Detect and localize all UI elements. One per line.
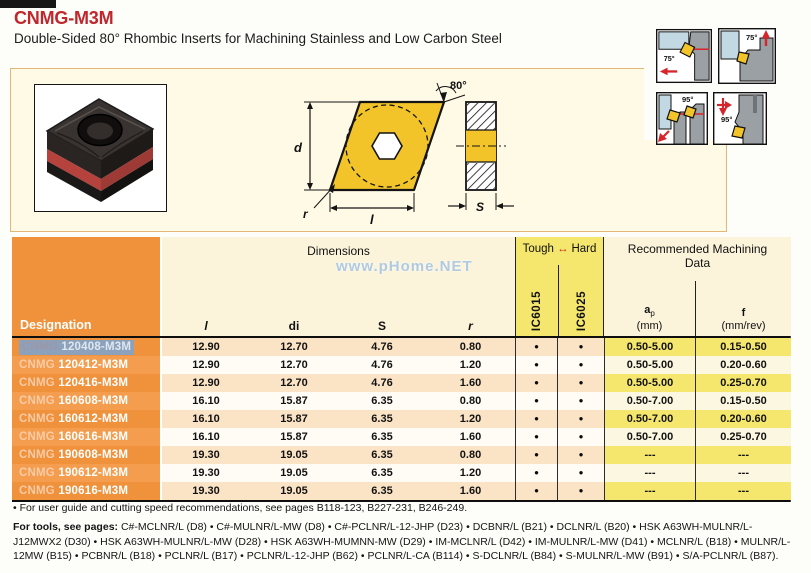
table-header [12,237,790,336]
table-row [12,392,790,410]
dim-di-cell: 19.05 [250,464,338,482]
f-cell: --- [695,446,791,464]
designation-code: 120416-M3M [58,377,129,389]
grade-label-ic6015: IC6015 [531,290,543,331]
dim-di-cell: 15.87 [250,410,338,428]
designation-code: 160616-M3M [58,431,129,443]
designation-prefix: CNMG [19,449,55,461]
dim-r-cell: 1.20 [426,410,515,428]
col-label-s: S [377,319,386,333]
grade-ic6015-dot: ● [515,356,557,374]
f-cell: 0.20-0.60 [695,410,791,428]
f-cell: --- [695,482,791,500]
grade-ic6015-dot: ● [515,338,557,356]
ap-cell: --- [604,446,695,464]
dim-l-cell: 16.10 [162,410,250,428]
dim-di-cell: 19.05 [250,446,338,464]
designation-code: 190612-M3M [58,467,129,479]
dim-s-cell: 6.35 [338,428,426,446]
designation-text [19,395,128,407]
designation-cell [12,410,162,428]
designation-text [19,413,128,425]
ap-subscript: p [650,309,655,318]
col-label-di: di [288,319,300,333]
footnote: • For user guide and cutting speed recommendations, see pages B118-123, B227-231, B246-249. [13,502,468,514]
designation-code: 190616-M3M [58,485,129,497]
holder-angle-label: 95° [721,115,733,124]
ap-unit: (mm) [636,320,663,332]
grade-ic6025-dot: ● [557,356,604,374]
scan-artifact-bar [0,0,56,8]
grade-ic6025-dot: ● [557,410,604,428]
tools-note-label: For tools, see pages: [13,521,119,533]
dim-r-cell: 1.60 [426,374,515,392]
drawing-d-label: d [294,140,302,155]
holder-diagram-4 [713,92,767,145]
ap-cell: 0.50-7.00 [604,428,695,446]
dim-l-cell: 12.90 [162,356,250,374]
designation-prefix: CNMG [19,395,55,407]
designation-prefix: CNMG [19,413,55,425]
dim-s-cell: 6.35 [338,482,426,500]
dim-l-cell: 19.30 [162,482,250,500]
tools-note [13,520,799,564]
designation-code: 120408-M3M [61,341,132,353]
ap-symbol: a [644,303,651,316]
page-subtitle: Double-Sided 80° Rhombic Inserts for Machining Stainless and Low Carbon Steel [14,31,502,46]
dim-r-cell: 0.80 [426,446,515,464]
dim-r-cell: 1.20 [426,356,515,374]
designation-text [19,359,128,371]
designation-prefix: CNMG [19,359,55,371]
designation-text [19,377,128,389]
ap-cell: 0.50-5.00 [604,338,695,356]
ap-cell: 0.50-5.00 [604,356,695,374]
holder-angle-label: 95° [682,95,694,104]
table-row [12,464,790,482]
designation-cell [12,482,162,500]
designation-header-cell [12,237,162,336]
f-cell: 0.15-0.50 [695,392,791,410]
ap-cell: 0.50-7.00 [604,392,695,410]
holder-angle-label: 75° [746,33,758,42]
drawing-r-label: r [303,207,308,221]
ap-cell: 0.50-5.00 [604,374,695,392]
designation-text [19,449,128,461]
grade-column-ic6025 [559,265,605,336]
f-column-label [696,307,791,333]
insert-photo-image [35,85,165,210]
dim-s-cell: 4.76 [338,338,426,356]
machining-header-label: Recommended Machining Data [627,242,768,270]
dimensions-header-label: Dimensions [307,244,370,258]
designation-cell [12,374,162,392]
dim-s-cell: 4.76 [338,356,426,374]
dim-l-cell: 16.10 [162,392,250,410]
ap-cell: --- [604,482,695,500]
dim-r-cell: 1.20 [426,464,515,482]
table-row [12,446,790,464]
dim-s-cell: 6.35 [338,446,426,464]
designation-cell [12,356,162,374]
dim-di-cell: 12.70 [250,356,338,374]
dim-r-cell: 1.60 [426,482,515,500]
designation-cell [12,338,162,356]
dim-di-cell: 15.87 [250,428,338,446]
designation-text [19,431,128,443]
page-title: CNMG-M3M [14,8,114,28]
dim-di-cell: 19.05 [250,482,338,500]
designation-code: 160608-M3M [58,395,129,407]
insert-table [12,237,791,502]
table-row [12,410,790,428]
grade-ic6025-dot: ● [557,464,604,482]
machining-header-cell [604,237,791,336]
designation-prefix: CNMG [19,431,55,443]
f-unit: (mm/rev) [721,320,766,332]
designation-cell [12,428,162,446]
designation-prefix: CNMG [19,467,55,479]
grade-ic6015-dot: ● [515,446,557,464]
insert-icon [667,110,680,122]
dim-l-cell: 16.10 [162,428,250,446]
table-row [12,428,790,446]
dim-l-cell: 19.30 [162,446,250,464]
table-body [12,336,790,502]
ap-cell: 0.50-7.00 [604,410,695,428]
designation-prefix: CNMG [19,485,55,497]
table-row [12,338,790,356]
designation-cell [12,464,162,482]
grade-ic6015-dot: ● [515,410,557,428]
f-symbol: f [741,307,746,319]
col-label-l: l [204,319,208,333]
f-cell: 0.25-0.70 [695,374,791,392]
insert-icon [684,106,696,118]
f-cell: 0.25-0.70 [695,428,791,446]
dim-r-cell: 0.80 [426,392,515,410]
ap-column-label [604,304,695,333]
designation-code: 190608-M3M [58,449,129,461]
grade-ic6015-dot: ● [515,392,557,410]
tough-label: Tough [522,243,554,255]
dim-s-cell: 6.35 [338,464,426,482]
table-row [12,356,790,374]
designation-prefix: CNMG [19,377,55,389]
drawing-s-label: S [476,200,485,214]
grade-ic6015-dot: ● [515,464,557,482]
grade-ic6025-dot: ● [557,428,604,446]
col-label-r: r [468,319,473,333]
designation-header-label: Designation [20,318,92,332]
grade-ic6015-dot: ● [515,428,557,446]
grade-ic6025-dot: ● [557,338,604,356]
designation-text [19,467,128,479]
grade-ic6015-dot: ● [515,374,557,392]
dimensions-header-cell [162,237,515,336]
designation-code: 160612-M3M [58,413,129,425]
drawing-angle-label: 80° [450,80,467,92]
tools-note-text: C#-MCLNR/L (D8) • C#-MULNR/L-MW (D8) • C#-PCLNR/L-12-JHP (D23) • DCBNR/L (B21) • DCLNR/L (B20) • HSK A63WH-MULNR/L-J12MWX2 (D30) • HSK A63WH-MULNR/L-MW (D28) • HSK A63WH-MUMNN-MW (D29) • IM-MCLNR/L (D42) • IM-MULNR/L-MW (D41) • MCLNR/L (B18) • MULNR/L-12MW (B15) • PCBNR/L (B18) • PCLNR/L (B17) • PCLNR/L-12-JHP (B62) • PCLNR/L-CA (B114) • S-DCLNR/L (B84) • S-MULNR/L-MW (B91) • S/A-PCLNR/L (B87). [13,521,791,563]
designation-prefix: CNMG [22,341,58,353]
f-cell: --- [695,464,791,482]
holder-diagram-1 [656,28,712,84]
insert-icon [732,126,745,138]
holder-diagram-3 [656,92,708,145]
designation-text [19,485,128,497]
dim-r-cell: 1.60 [426,428,515,446]
table-row [12,482,790,500]
f-cell: 0.15-0.50 [695,338,791,356]
designation-cell [12,446,162,464]
drawing-l-label: l [370,212,374,227]
insert-photo [34,84,167,212]
holder-diagram-2 [718,28,776,84]
dim-l-cell: 12.90 [162,338,250,356]
grades-header-cell [515,237,604,336]
tough-hard-arrow-icon: ↔ [556,243,569,255]
grade-ic6025-dot: ● [557,446,604,464]
grade-column-ic6015 [516,265,558,336]
dim-s-cell: 6.35 [338,410,426,428]
tough-hard-scale [516,243,603,255]
dim-di-cell: 15.87 [250,392,338,410]
designation-cell [12,392,162,410]
hard-label: Hard [571,243,597,255]
grade-ic6025-dot: ● [557,392,604,410]
grade-ic6025-dot: ● [557,482,604,500]
table-row [12,374,790,392]
dim-l-cell: 19.30 [162,464,250,482]
ap-cell: --- [604,464,695,482]
designation-text [19,340,134,355]
dim-s-cell: 4.76 [338,374,426,392]
grade-label-ic6025: IC6025 [576,290,588,331]
watermark: www.pHome.NET [336,258,473,275]
grade-ic6015-dot: ● [515,482,557,500]
f-cell: 0.20-0.60 [695,356,791,374]
designation-code: 120412-M3M [58,359,129,371]
dim-di-cell: 12.70 [250,338,338,356]
dim-l-cell: 12.90 [162,374,250,392]
holder-angle-label: 75° [663,53,675,63]
grade-ic6025-dot: ● [557,374,604,392]
technical-drawing [290,78,515,228]
dim-s-cell: 6.35 [338,392,426,410]
dim-r-cell: 0.80 [426,338,515,356]
insert-hole [372,133,402,159]
dim-di-cell: 12.70 [250,374,338,392]
